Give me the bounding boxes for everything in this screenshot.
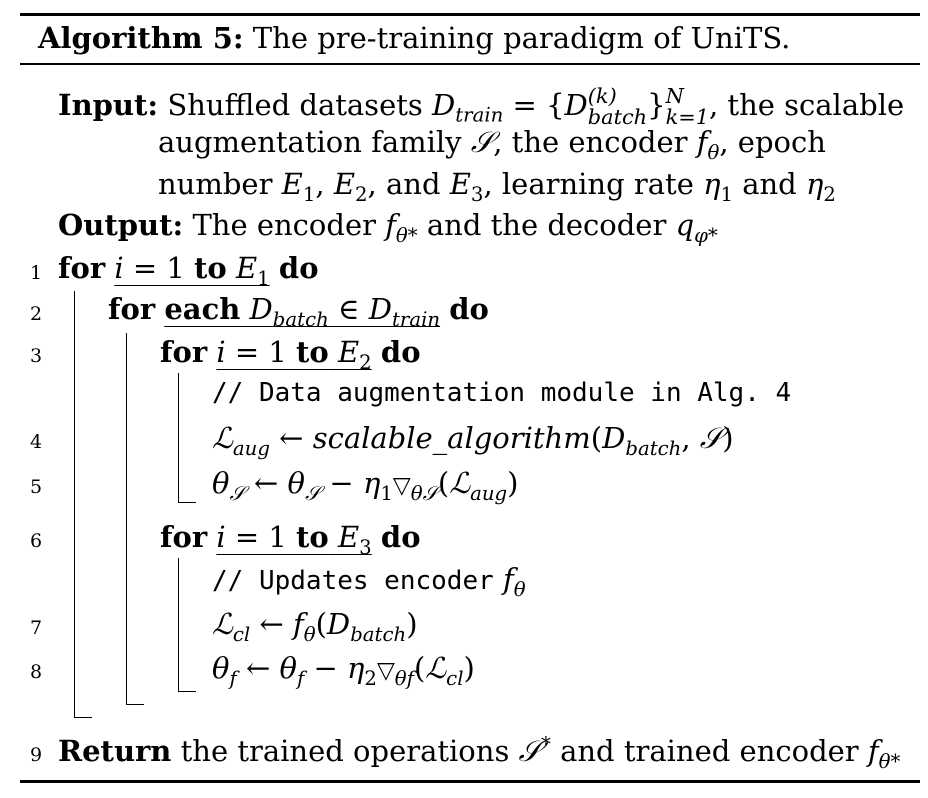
math-subscript: θf <box>394 666 414 690</box>
math-subscript: 2 <box>359 350 372 374</box>
math-symbol: θ <box>287 466 305 500</box>
math-symbol: E <box>281 167 303 201</box>
math-symbol: D <box>564 87 588 122</box>
math-symbol: E <box>337 520 360 554</box>
math-symbol: ℒ <box>425 651 447 685</box>
math-symbol: ℒ <box>212 607 233 641</box>
math-op: ( <box>413 651 426 685</box>
keyword-for: for <box>160 520 208 554</box>
keyword-for: for <box>160 335 208 369</box>
math-symbol: ℒ <box>449 466 471 500</box>
math-symbol: D <box>249 292 273 326</box>
input-text: augmentation family <box>158 125 462 159</box>
input-text: , epoch <box>719 125 826 159</box>
algorithm-caption <box>38 21 791 55</box>
code-line-5 <box>212 466 519 505</box>
math-subscript: cl <box>232 622 251 646</box>
math-subscript: θ* <box>878 749 901 773</box>
input-text: and <box>733 167 806 201</box>
math-subscript: φ* <box>694 223 718 247</box>
line-number: 7 <box>30 617 43 639</box>
math-op: = 1 <box>123 251 195 285</box>
math-subscript: θ* <box>395 223 418 247</box>
keyword-for: for <box>108 292 156 326</box>
math-op: − <box>304 651 348 685</box>
line-number: 4 <box>30 431 43 453</box>
math-symbol: i <box>114 251 124 285</box>
math-symbol: 𝒮 <box>518 734 541 768</box>
math-op: ( <box>590 421 603 455</box>
block-end-inner-1 <box>178 502 196 503</box>
bottom-rule <box>20 780 920 783</box>
math-symbol: θ <box>212 651 230 685</box>
math-subscript: 1 <box>720 182 733 206</box>
math-subscript: batch <box>350 622 407 646</box>
keyword-do: do <box>278 251 319 285</box>
math-op: } <box>647 87 666 122</box>
math-subscript: f <box>296 666 305 690</box>
math-symbol: η <box>703 167 721 201</box>
line-number: 6 <box>30 530 43 552</box>
math-symbol: f <box>696 125 708 159</box>
math-symbol: f <box>867 734 879 768</box>
math-op: = { <box>503 87 565 122</box>
header-rule <box>20 63 920 65</box>
math-op: ( <box>437 466 450 500</box>
code-line-3 <box>160 335 421 374</box>
math-subscript: 𝒮 <box>229 481 245 505</box>
top-rule <box>20 13 920 16</box>
math-symbol: θ <box>212 466 230 500</box>
math-symbol: f <box>502 562 514 596</box>
math-symbol: i <box>216 335 226 369</box>
line-number: 5 <box>30 476 43 498</box>
code-line-8 <box>212 651 475 690</box>
math-symbol: ℒ <box>212 421 233 455</box>
math-subscript: θ <box>707 140 720 164</box>
math-subscript: batch <box>625 436 682 460</box>
input-line-1 <box>58 86 904 128</box>
math-subscript: train <box>455 103 504 127</box>
input-line-3: number $E_1$, $E_2$, and $E_3$, learning rate $\eta_1$ and $\eta_2$ <box>158 167 836 206</box>
keyword-do: do <box>449 292 489 326</box>
code-line-1 <box>58 251 319 290</box>
math-subscript: f <box>229 666 237 690</box>
keyword-to: to <box>296 335 329 369</box>
math-subscript: train <box>391 307 441 331</box>
input-text: , learning rate <box>483 167 694 201</box>
math-symbol: f <box>385 208 396 242</box>
math-subscript: 1 <box>302 182 316 206</box>
input-text: , the encoder <box>493 125 688 159</box>
return-text: the trained operations <box>180 734 510 768</box>
math-subscript: θ <box>513 577 526 601</box>
math-op: ) <box>722 421 734 455</box>
math-symbol: E <box>449 167 471 201</box>
nabla-symbol: ▽ <box>376 657 395 684</box>
block-line-inner-1 <box>178 373 179 502</box>
math-op: ← <box>250 607 293 641</box>
block-line-inner-2 <box>178 558 179 691</box>
math-subscript: θ𝒮 <box>410 481 438 505</box>
math-subscript: 3 <box>470 182 484 206</box>
function-name: scalable_algorithm <box>312 421 591 455</box>
math-symbol: f <box>292 607 304 641</box>
output-keyword: Output: <box>58 208 184 242</box>
math-subscript: aug <box>470 481 508 505</box>
math-symbol: i <box>216 520 226 554</box>
code-line-4 <box>212 421 734 460</box>
output-line <box>58 208 718 247</box>
input-text: number <box>158 167 273 201</box>
math-subscript: 2 <box>355 182 368 206</box>
math-op: = 1 <box>225 520 297 554</box>
math-subscript: 𝒮 <box>304 481 321 505</box>
comment-line-2 <box>212 562 526 601</box>
math-subscript: k=1 <box>665 104 709 129</box>
line-number: 3 <box>30 345 43 367</box>
math-symbol: D <box>368 292 392 326</box>
algorithm-label: Algorithm 5: <box>38 21 244 55</box>
input-text: , the scalable <box>709 87 905 122</box>
math-op: ← <box>244 466 288 500</box>
line-number: 2 <box>30 303 43 325</box>
return-text: and trained encoder <box>560 734 859 768</box>
math-symbol: η <box>805 167 824 201</box>
math-superscript: * <box>541 732 551 756</box>
comment-text: // Updates encoder <box>212 566 494 596</box>
keyword-for: for <box>58 251 106 285</box>
math-symbol: D <box>326 607 351 641</box>
math-symbol: θ <box>279 651 297 685</box>
math-op: , <box>681 421 700 455</box>
input-line-2 <box>158 125 826 164</box>
math-subscript: cl <box>446 666 464 690</box>
algorithm-title: The pre-training paradigm of UniTS. <box>252 21 791 55</box>
block-end-outer <box>74 717 92 718</box>
math-superscript: (k) <box>587 84 617 108</box>
keyword-do: do <box>380 335 421 369</box>
math-op: ← <box>236 651 280 685</box>
math-op: ) <box>507 466 519 500</box>
math-symbol: q <box>675 208 695 242</box>
math-op: ( <box>315 607 327 641</box>
math-subscript: 3 <box>359 535 372 559</box>
math-op: ← <box>269 421 313 455</box>
line-number: 1 <box>30 262 43 284</box>
math-symbol: 𝒮 <box>470 125 494 159</box>
math-symbol: η <box>362 466 381 500</box>
math-symbol: 𝒮 <box>699 421 723 455</box>
math-symbol: E <box>235 251 258 285</box>
math-op: ) <box>463 651 475 685</box>
input-keyword: Input: <box>58 87 159 122</box>
math-op: = 1 <box>225 335 297 369</box>
keyword-return: Return <box>58 734 172 768</box>
math-op: ∈ <box>328 292 369 326</box>
math-subscript: 1 <box>380 481 393 505</box>
math-symbol: η <box>347 651 365 685</box>
math-subscript: 1 <box>257 266 270 290</box>
math-superscript: N <box>665 84 684 108</box>
block-end-inner-2 <box>178 691 196 692</box>
code-line-2 <box>108 292 489 331</box>
math-subscript: batch <box>272 307 329 331</box>
block-end-middle <box>126 704 144 705</box>
math-subscript: batch <box>587 104 648 129</box>
code-line-9 <box>58 732 901 773</box>
code-line-7 <box>212 607 418 646</box>
math-symbol: E <box>333 167 355 201</box>
output-text: The encoder <box>192 208 376 242</box>
input-text: Shuffled datasets <box>167 87 423 122</box>
block-line-outer <box>74 291 75 717</box>
output-text: and the decoder <box>426 208 667 242</box>
math-subscript: 2 <box>364 666 377 690</box>
nabla-symbol: ▽ <box>392 472 411 499</box>
code-line-6 <box>160 520 421 559</box>
keyword-each: each <box>164 292 241 326</box>
line-number: 9 <box>30 744 43 766</box>
comment-line-1: // Data augmentation module in Alg. 4 <box>212 378 792 408</box>
keyword-to: to <box>194 251 227 285</box>
keyword-do: do <box>380 520 421 554</box>
keyword-to: to <box>296 520 329 554</box>
block-line-middle <box>126 333 127 704</box>
math-symbol: D <box>602 421 626 455</box>
math-subscript: θ <box>303 622 316 646</box>
math-subscript: aug <box>232 436 270 460</box>
line-number: 8 <box>30 661 43 683</box>
math-op: − <box>320 466 363 500</box>
math-symbol: E <box>337 335 360 369</box>
math-op: ) <box>406 607 418 641</box>
math-subscript: 2 <box>823 182 836 206</box>
math-symbol: D <box>431 87 456 122</box>
input-text: , and <box>367 167 441 201</box>
